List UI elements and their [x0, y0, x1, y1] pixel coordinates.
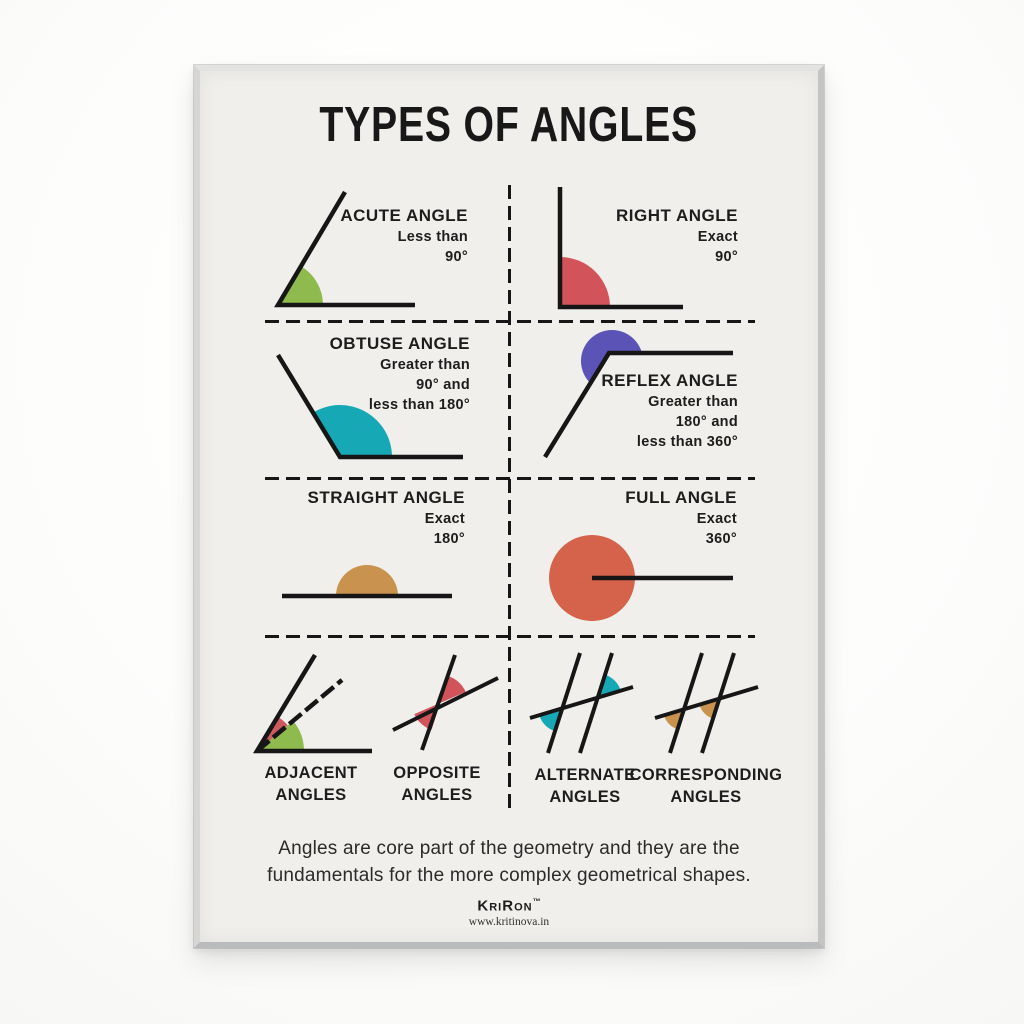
full-angle-text	[625, 487, 737, 549]
adjacent-angles-label-line2: ANGLES	[275, 786, 347, 804]
acute-angle-text	[340, 205, 468, 267]
corresponding-angles-label-line2: ANGLES	[670, 788, 742, 806]
corresponding-angles-diagram	[648, 648, 775, 760]
full-angle-desc-line2: 360°	[705, 531, 737, 547]
footer-description	[200, 835, 818, 889]
right-angle-text	[616, 205, 738, 267]
straight-angle-label: STRAIGHT ANGLE	[307, 488, 465, 507]
corresponding-angles-label-line1: CORRESPONDING	[629, 766, 783, 784]
reflex-angle-text	[601, 370, 738, 452]
right-angle-arc	[560, 257, 610, 307]
alternate-angles-label	[534, 764, 635, 808]
corresponding-angles-label	[630, 764, 783, 808]
poster	[200, 71, 818, 942]
alternate-angles-label-line1: ALTERNATE	[534, 766, 636, 784]
footer-line1: Angles are core part of the geometry and they are the	[278, 838, 740, 859]
poster-frame	[194, 65, 824, 948]
acute-angle-desc-line2: 90°	[445, 249, 468, 265]
corresponding-angles-lines	[655, 653, 758, 753]
right-angle-desc-line1: Exact	[697, 229, 738, 245]
reflex-angle-desc-line2: 180° and	[675, 414, 738, 430]
trademark-symbol: ™	[532, 897, 541, 906]
reflex-angle-label: REFLEX ANGLE	[601, 371, 738, 390]
straight-angle-diagram	[275, 550, 460, 610]
opposite-angles-label	[393, 762, 481, 806]
brand-logo: KriRon	[477, 897, 533, 915]
acute-angle-arc	[278, 266, 323, 305]
obtuse-angle-label: OBTUSE ANGLE	[329, 334, 470, 353]
brand-block	[200, 897, 818, 928]
straight-angle-desc-line2: 180°	[433, 531, 465, 547]
alternate-angles-diagram	[525, 648, 645, 760]
acute-angle-label: ACUTE ANGLE	[340, 206, 468, 225]
obtuse-angle-text	[330, 333, 470, 415]
adjacent-angles-label-line1: ADJACENT	[264, 764, 358, 782]
opposite-angles-label-line2: ANGLES	[401, 786, 473, 804]
divider-row1-dashed	[265, 320, 755, 323]
acute-angle-desc-line1: Less than	[397, 229, 468, 245]
full-angle-desc-line1: Exact	[696, 511, 737, 527]
reflex-angle-desc-line3: less than 360°	[636, 434, 738, 450]
right-angle-desc-line2: 90°	[715, 249, 738, 265]
straight-angle-desc-line1: Exact	[424, 511, 465, 527]
adjacent-angles-label	[264, 762, 357, 806]
alternate-angles-label-line2: ANGLES	[549, 788, 621, 806]
divider-row3-dashed	[265, 635, 755, 638]
alternate-angles-lines	[530, 653, 633, 753]
full-angle-label: FULL ANGLE	[625, 488, 737, 507]
brand-website: www.kritinova.in	[468, 916, 550, 929]
right-angle-label: RIGHT ANGLE	[616, 206, 738, 225]
reflex-angle-desc-line1: Greater than	[648, 394, 738, 410]
straight-angle-arc	[336, 565, 398, 596]
obtuse-angle-desc-line1: Greater than	[380, 357, 470, 373]
divider-vertical-dashed	[508, 185, 511, 815]
opposite-angles-label-line1: OPPOSITE	[393, 764, 481, 782]
opposite-angles-lines	[393, 655, 498, 750]
adjacent-angles-diagram	[250, 648, 385, 758]
obtuse-angle-desc-line2: 90° and	[416, 377, 470, 393]
divider-row2-dashed	[265, 477, 755, 480]
poster-title: TYPES OF ANGLES	[319, 98, 699, 152]
footer-line2: fundamentals for the more complex geometrical shapes.	[267, 865, 751, 886]
opposite-angles-diagram	[390, 650, 500, 757]
straight-angle-text	[308, 487, 465, 549]
obtuse-angle-desc-line3: less than 180°	[368, 397, 470, 413]
